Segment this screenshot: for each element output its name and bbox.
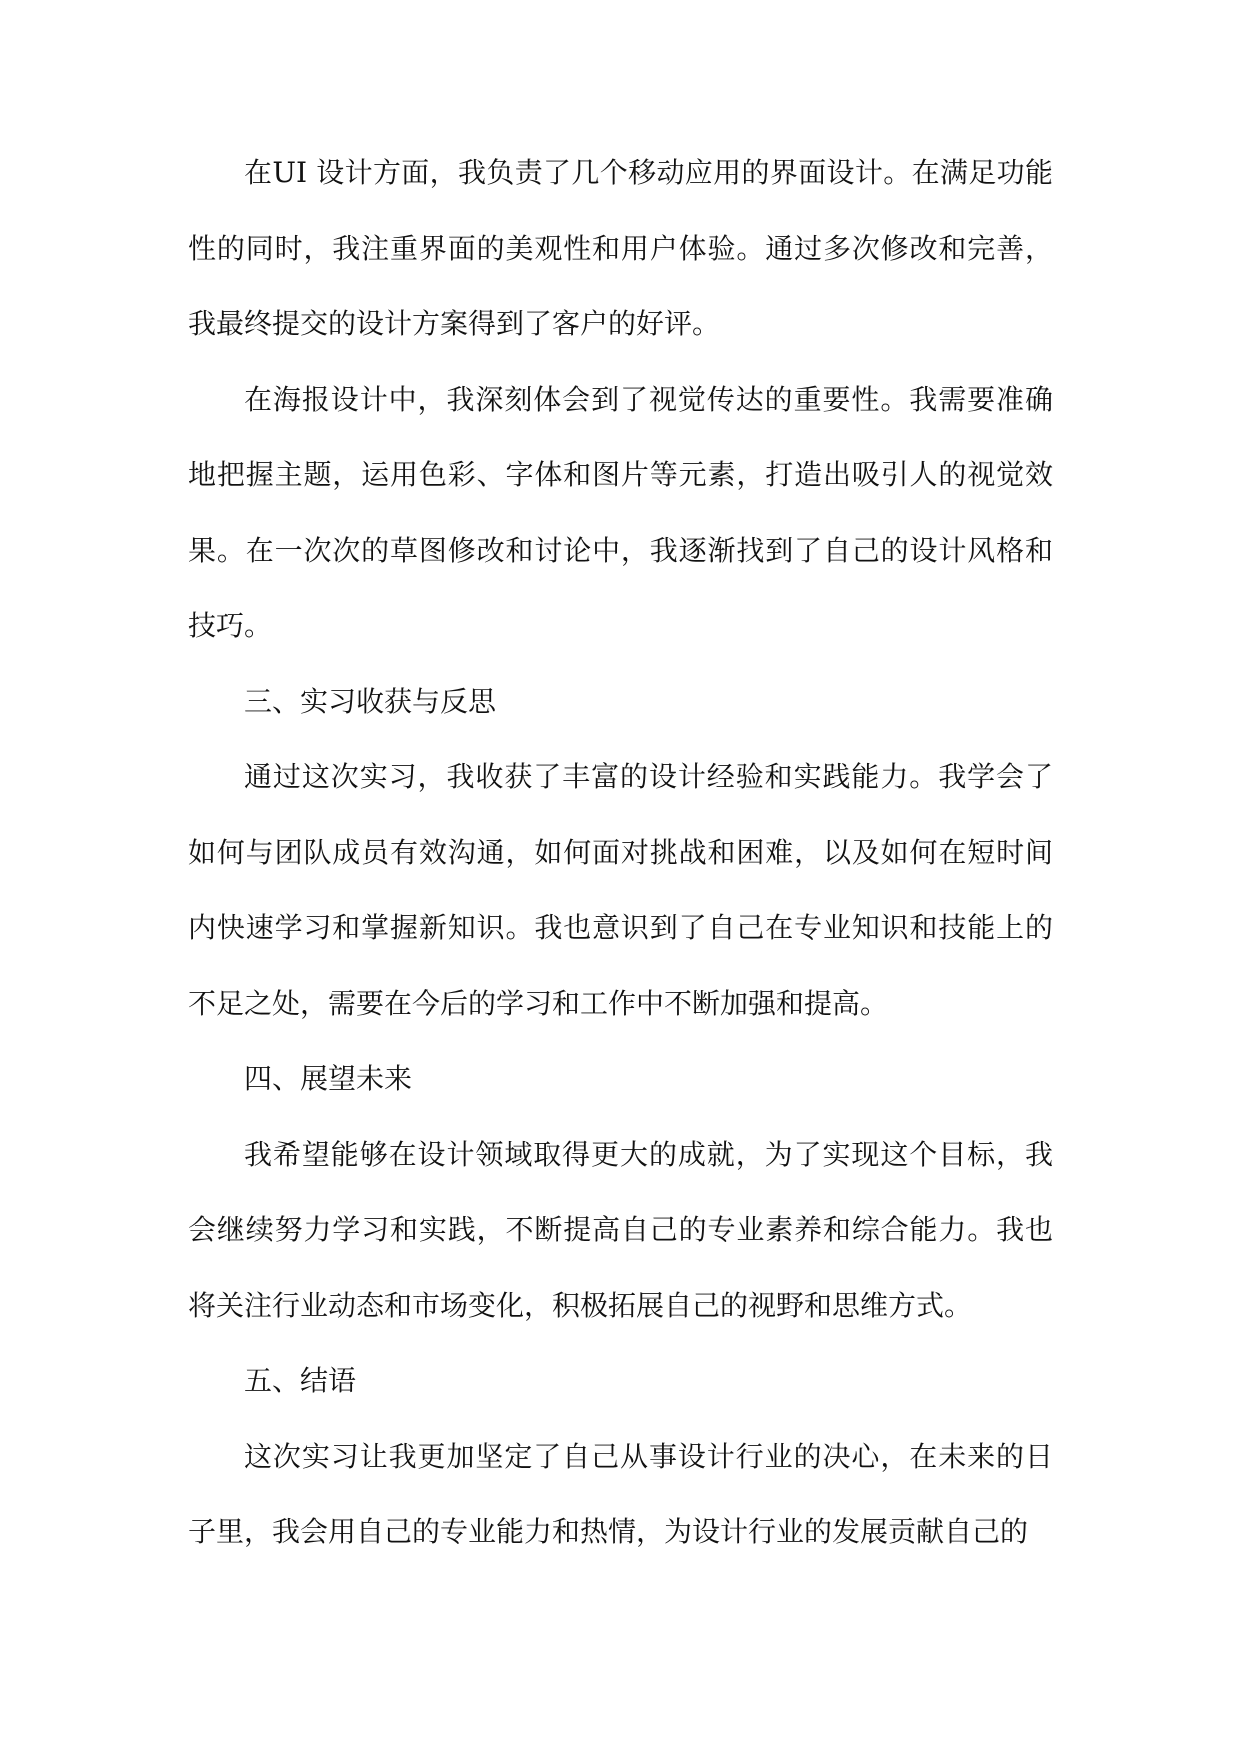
paragraph-conclusion: 这次实习让我更加坚定了自己从事设计行业的决心，在未来的日子里，我会用自己的专业能力和热情，为设计行业的发展贡献自己的	[188, 1439, 1053, 1548]
section-heading-gains-reflection: 三、实习收获与反思	[244, 684, 497, 718]
section-heading-outlook: 四、展望未来	[244, 1062, 413, 1095]
document-body	[188, 135, 1053, 1570]
paragraph-ui-design: 在UI 设计方面，我负责了几个移动应用的界面设计。在满足功能性的同时，我注重界面的美观性和用户体验。通过多次修改和完善，我最终提交的设计方案得到了客户的好评。	[188, 156, 1053, 340]
paragraph-outlook: 我希望能够在设计领域取得更大的成就，为了实现这个目标，我会继续努力学习和实践，不断提高自己的专业素养和综合能力。我也将关注行业动态和市场变化，积极拓展自己的视野和思维方式。	[188, 1137, 1053, 1322]
paragraph-poster-design: 在海报设计中，我深刻体会到了视觉传达的重要性。我需要准确地把握主题，运用色彩、字体和图片等元素，打造出吸引人的视觉效果。在一次次的草图修改和讨论中，我逐渐找到了自己的设计风格和技巧。	[188, 382, 1053, 642]
section-heading-conclusion: 五、结语	[244, 1364, 357, 1397]
paragraph-gains: 通过这次实习，我收获了丰富的设计经验和实践能力。我学会了如何与团队成员有效沟通，如何面对挑战和困难，以及如何在短时间内快速学习和掌握新知识。我也意识到了自己在专业知识和技能上的不足之处，需要在今后的学习和工作中不断加强和提高。	[188, 760, 1053, 1020]
